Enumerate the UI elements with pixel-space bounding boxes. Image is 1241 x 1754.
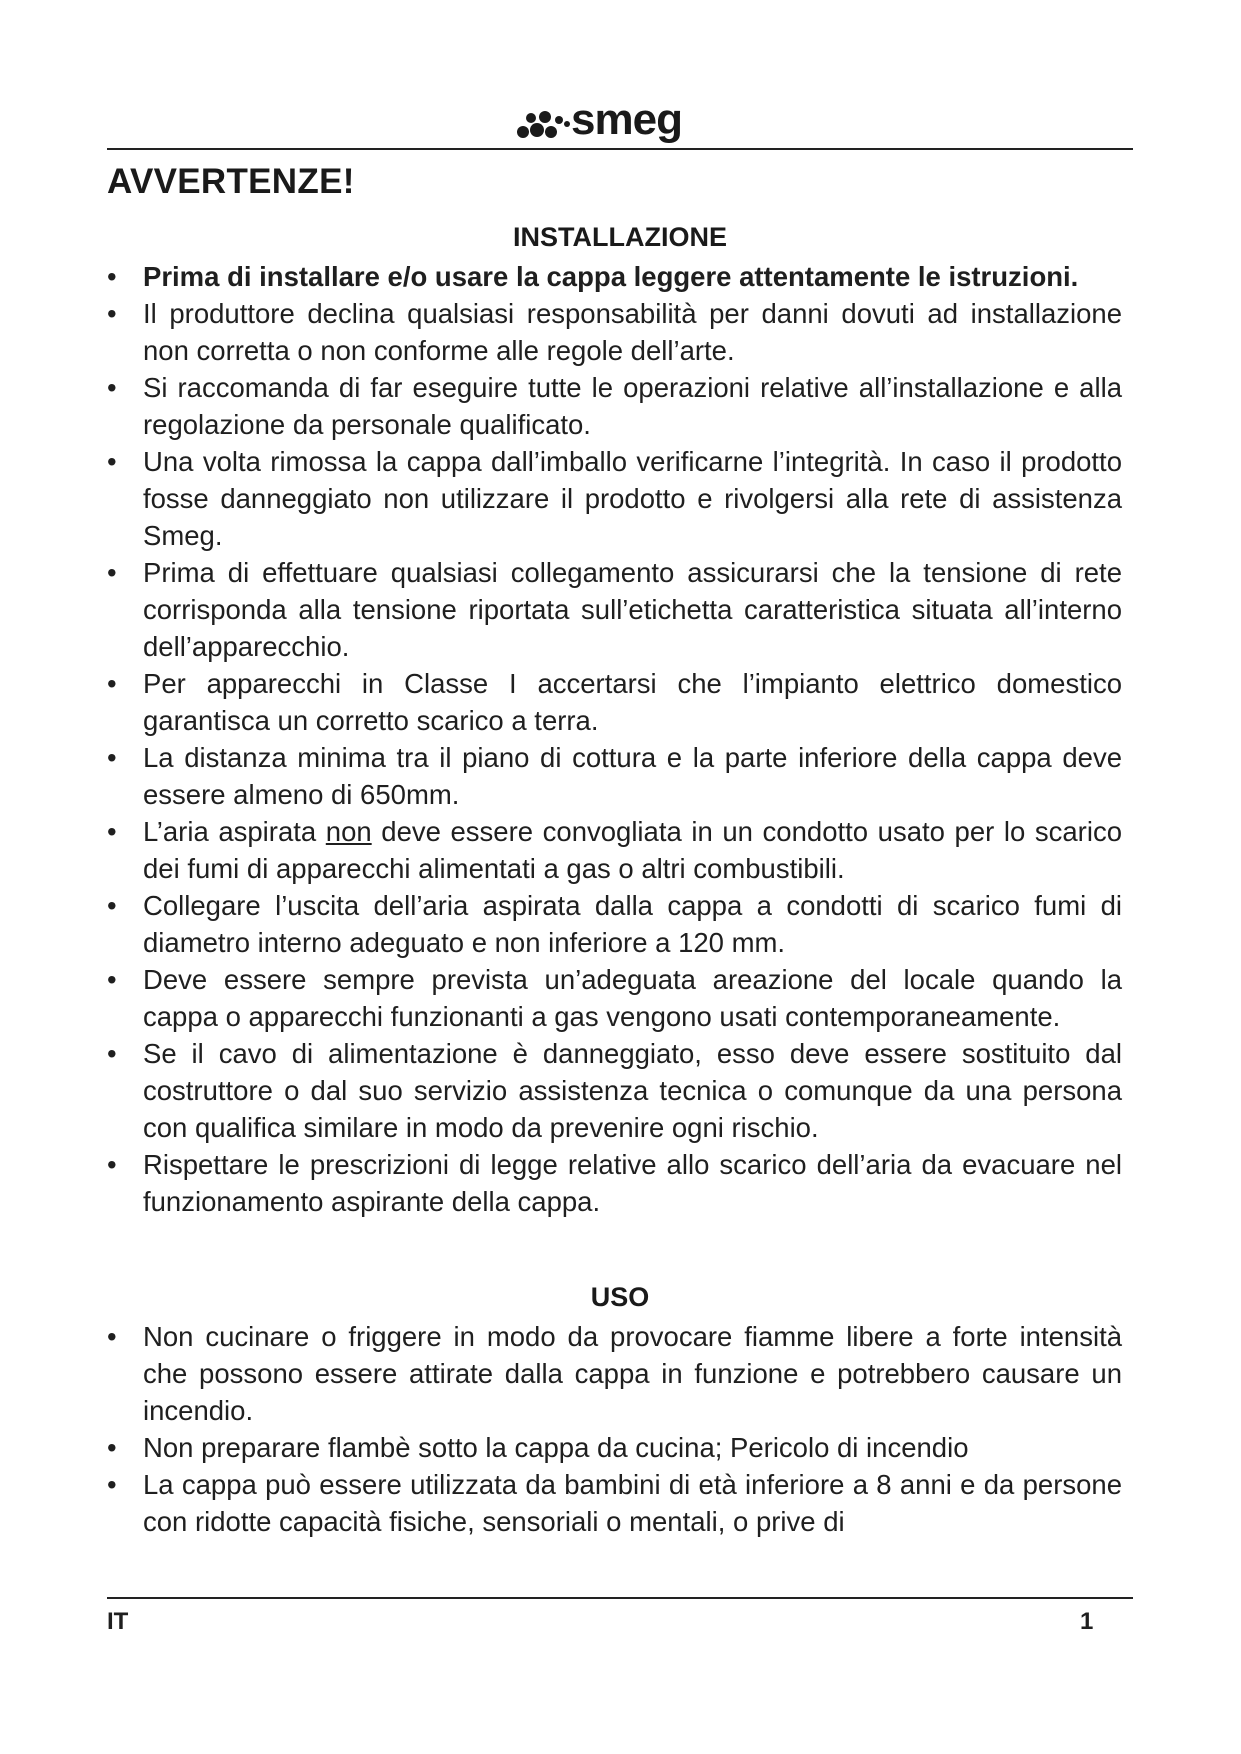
footer-rule: [107, 1597, 1133, 1599]
list-item: [107, 369, 1162, 443]
list-item-text: [143, 813, 1162, 887]
bullet-glyph: •: [107, 1432, 117, 1463]
list-item-text: Il produttore declina qualsiasi responsabilità per danni dovuti ad installazione non corretta o non conforme alle regole dell’arte.: [143, 298, 1122, 366]
list-item-text: Non preparare flambè sotto la cappa da cucina; Pericolo di incendio: [143, 1432, 969, 1463]
list-item-text: Deve essere sempre prevista un’adeguata areazione del locale quando la cappa o apparecchi funzionanti a gas vengono usati contemporaneamente.: [143, 964, 1122, 1032]
page-number: 1: [1080, 1608, 1094, 1635]
underlined-word: non: [325, 816, 372, 847]
list-item: [107, 887, 1162, 961]
list-item: [107, 554, 1162, 665]
page-title: AVVERTENZE!: [107, 162, 355, 201]
uso-list: [107, 1318, 1162, 1540]
list-item: [107, 258, 1162, 295]
list-item: [107, 295, 1162, 369]
list-item-text: Per apparecchi in Classe I accertarsi che l’impianto elettrico domestico garantisca un corretto scarico a terra.: [143, 668, 1122, 736]
list-item-text: Si raccomanda di far eseguire tutte le operazioni relative all’installazione e alla regolazione da personale qualificato.: [143, 372, 1122, 440]
bullet-glyph: •: [107, 261, 117, 292]
smeg-wordmark: smeg: [571, 96, 682, 144]
bullet-glyph: •: [107, 298, 117, 329]
bullet-glyph: •: [107, 816, 117, 847]
list-item-text: La cappa può essere utilizzata da bambini di età inferiore a 8 anni e da persone con ridotte capacità fisiche, sensoriali o mentali, o prive di: [143, 1469, 1122, 1537]
list-item-text: Prima di effettuare qualsiasi collegamento assicurarsi che la tensione di rete corrisponda alla tensione riportata sull’etichetta caratteristica situata all’interno dell’apparecchio.: [143, 557, 1122, 662]
header-rule: [107, 148, 1133, 150]
list-item: [107, 1146, 1162, 1220]
list-item: [107, 1318, 1162, 1429]
text-run: L’aria aspirata: [143, 816, 326, 847]
list-item: [107, 1035, 1162, 1146]
list-item-text: Prima di installare e/o usare la cappa leggere attentamente le istruzioni.: [143, 261, 1079, 292]
list-item-text: Collegare l’uscita dell’aria aspirata dalla cappa a condotti di scarico fumi di diametro interno adeguato e non inferiore a 120 mm.: [143, 890, 1122, 958]
bullet-glyph: •: [107, 1321, 117, 1352]
installazione-list: [107, 258, 1162, 1220]
bullet-glyph: •: [107, 964, 117, 995]
bullet-glyph: •: [107, 668, 117, 699]
bullet-glyph: •: [107, 890, 117, 921]
bullet-glyph: •: [107, 1038, 117, 1069]
smeg-logo: [515, 96, 725, 146]
section-heading-installazione: INSTALLAZIONE: [513, 222, 727, 252]
list-item: [107, 1429, 1162, 1466]
list-item: [107, 665, 1162, 739]
section-heading-uso: USO: [590, 1282, 650, 1312]
list-item-text: Una volta rimossa la cappa dall’imballo verificarne l’integrità. In caso il prodotto fosse danneggiato non utilizzare il prodotto e rivolgersi alla rete di assistenza Smeg.: [143, 446, 1122, 551]
bullet-glyph: •: [107, 1149, 117, 1180]
list-item-text: Non cucinare o friggere in modo da provocare fiamme libere a forte intensità che possono essere attirate dalla cappa in funzione e potrebbero causare un incendio.: [143, 1321, 1122, 1426]
bullet-glyph: •: [107, 1469, 117, 1500]
text-run: deve essere convogliata in un condotto usato per lo scarico dei fumi di apparecchi alimentati a gas o altri combustibili.: [143, 816, 1122, 884]
footer-language: IT: [107, 1608, 129, 1635]
list-item: [107, 443, 1162, 554]
list-item: [107, 813, 1162, 887]
list-item-text: Rispettare le prescrizioni di legge relative allo scarico dell’aria da evacuare nel funzionamento aspirante della cappa.: [143, 1149, 1122, 1217]
list-item: [107, 1466, 1162, 1540]
list-item-text: Se il cavo di alimentazione è danneggiato, esso deve essere sostituito dal costruttore o dal suo servizio assistenza tecnica o comunque da una persona con qualifica similare in modo da prevenire ogni rischio.: [143, 1038, 1122, 1143]
smeg-logo-graphic: [515, 96, 725, 146]
bullet-glyph: •: [107, 557, 117, 588]
bullet-glyph: •: [107, 742, 117, 773]
bullet-glyph: •: [107, 372, 117, 403]
list-item: [107, 961, 1162, 1035]
list-item: [107, 739, 1162, 813]
list-item-text: La distanza minima tra il piano di cottura e la parte inferiore della cappa deve essere almeno di 650mm.: [143, 742, 1122, 810]
bullet-glyph: •: [107, 446, 117, 477]
